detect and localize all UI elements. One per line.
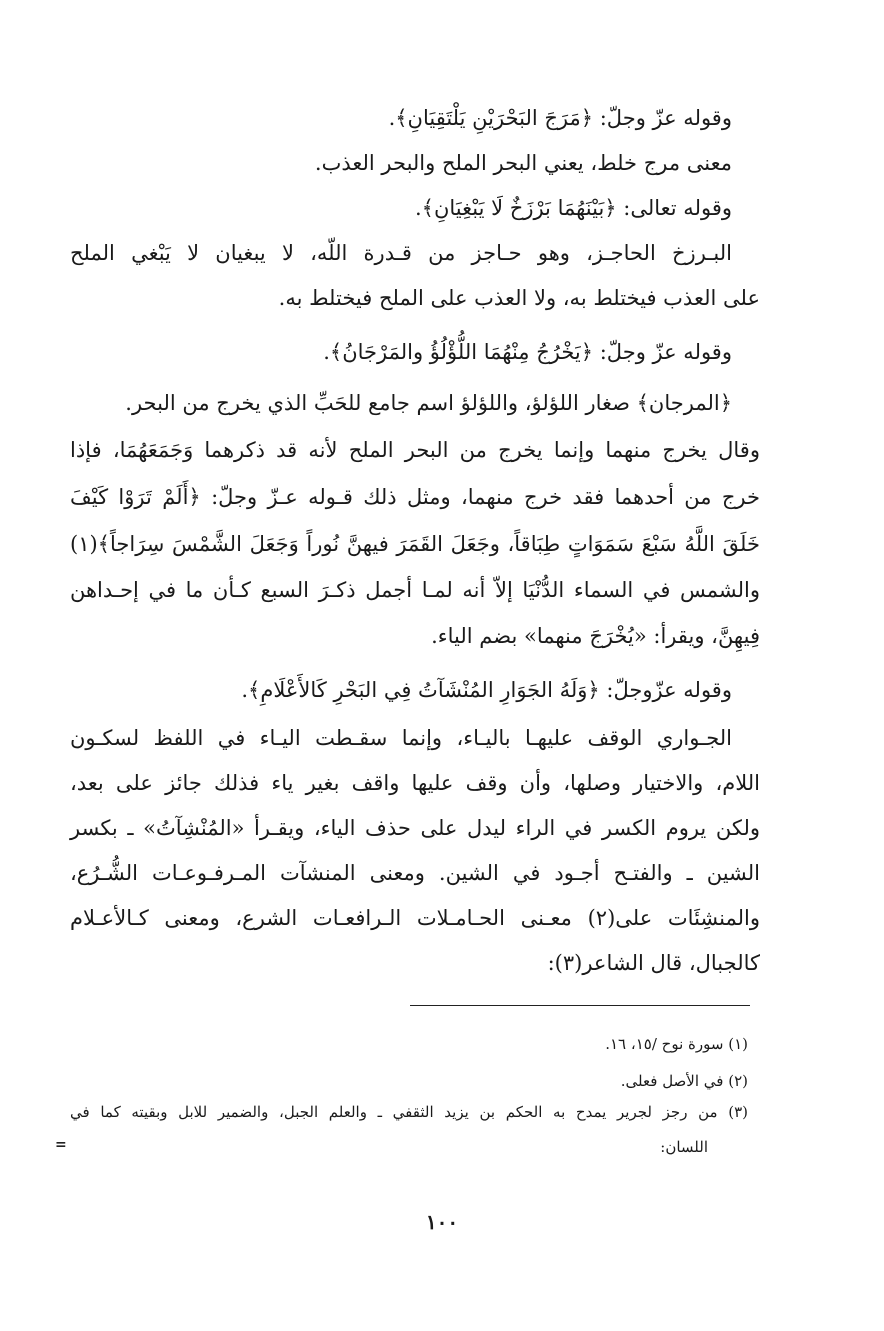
text-line: كالجبال، قال الشاعر(٣): <box>547 951 760 975</box>
text-line: البـرزخ الحاجـز، وهو حـاجز من قـدرة اللّه، لا يبغيان لا يَبْغي الملح <box>70 241 732 265</box>
text-line: الجـواري الوقف عليهـا باليـاء، وإنما سقـطت اليـاء في اللفظ لسكـون <box>70 726 732 750</box>
footnote: (٢) في الأصل فعلى. <box>620 1072 748 1090</box>
text-line: فِيهِنَّ، ويقرأ: «يُخْرَجَ منهما» بضم الياء. <box>431 624 760 648</box>
text-line: اللام، والاختيار وصلها، وأن وقف عليها واقف بغير ياء فذلك جائز على بعد، <box>70 771 760 795</box>
text-line: والشمس في السماء الدُّنْيَا إلاّ أنه لمـا أجمل ذكـرَ السبع كـأن ما في إحـداهن <box>70 578 760 602</box>
text-line: والمنشِئَات على(٢) معـنى الحـامـلات الـرافعـات الشرع، ومعنى كـالأعـلام <box>70 906 761 930</box>
text-line: خرج من أحدهما فقد خرج منهما، ومثل ذلك قـوله عـزّ وجلّ: ﴿أَلَمْ تَرَوْا كَيْفَ <box>70 485 760 509</box>
text-line: وقال يخرج منهما وإنما يخرج من البحر الملح لأنه قد ذكرهما وَجَمَعَهُمَا، فإذا <box>70 438 760 462</box>
text-line: الشين ـ والفتـح أجـود في الشين. ومعنى المنشآت المـرفـوعـات الشُّـرُع، <box>70 861 760 885</box>
text-line: على العذب فيختلط به، ولا العذب على الملح فيختلط به. <box>278 286 760 310</box>
text-line: خَلَقَ اللَّهُ سَبْعَ سَمَوَاتٍ طِبَاقاً، وجَعَلَ القَمَرَ فيهنَّ نُوراً وَجَعَلَ الشَّمْسَ سِرَاجاً﴾(١) <box>70 532 760 556</box>
text-line: وقوله عزّ وجلّ: ﴿مَرَجَ البَحْرَيْنِ يَلْتَقِيَانِ﴾. <box>388 106 732 130</box>
text-line: ولكن يروم الكسر في الراء ليدل على حذف الياء، ويقـرأ «المُنْشِآتُ» ـ بكسر <box>70 816 760 840</box>
text-line: وقوله تعالى: ﴿بَيْنَهُمَا بَرْزَخٌ لَا يَبْغِيَانِ﴾. <box>414 196 732 220</box>
footnote: (١) سورة نوح /١٥، ١٦. <box>605 1035 748 1053</box>
text-line: وقوله عزّ وجلّ: ﴿يَخْرُجُ مِنْهُمَا اللُّؤْلُؤُ والمَرْجَانُ﴾. <box>323 340 732 364</box>
footnote-separator <box>410 1005 750 1006</box>
page-number: ١٠٠ <box>425 1210 459 1234</box>
footnote-continuation: اللسان: <box>660 1138 708 1156</box>
footnote: (٣) من رجز لجرير يمدح به الحكم بن يزيد الثقفي ـ والعلم الجبل، والضمير للابل وبقيته كما في <box>70 1103 748 1121</box>
text-line: معنى مرج خلط، يعني البحر الملح والبحر العذب. <box>314 151 732 175</box>
continuation-mark: = <box>55 1137 67 1153</box>
text-line: وقوله عزّوجلّ: ﴿وَلَهُ الجَوَارِ المُنْشَآتُ فِي البَحْرِ كَالأَعْلَامِ﴾. <box>241 678 732 702</box>
text-line: ﴿المرجان﴾ صغار اللؤلؤ، واللؤلؤ اسم جامع للحَبِّ الذي يخرج من البحر. <box>125 391 732 415</box>
